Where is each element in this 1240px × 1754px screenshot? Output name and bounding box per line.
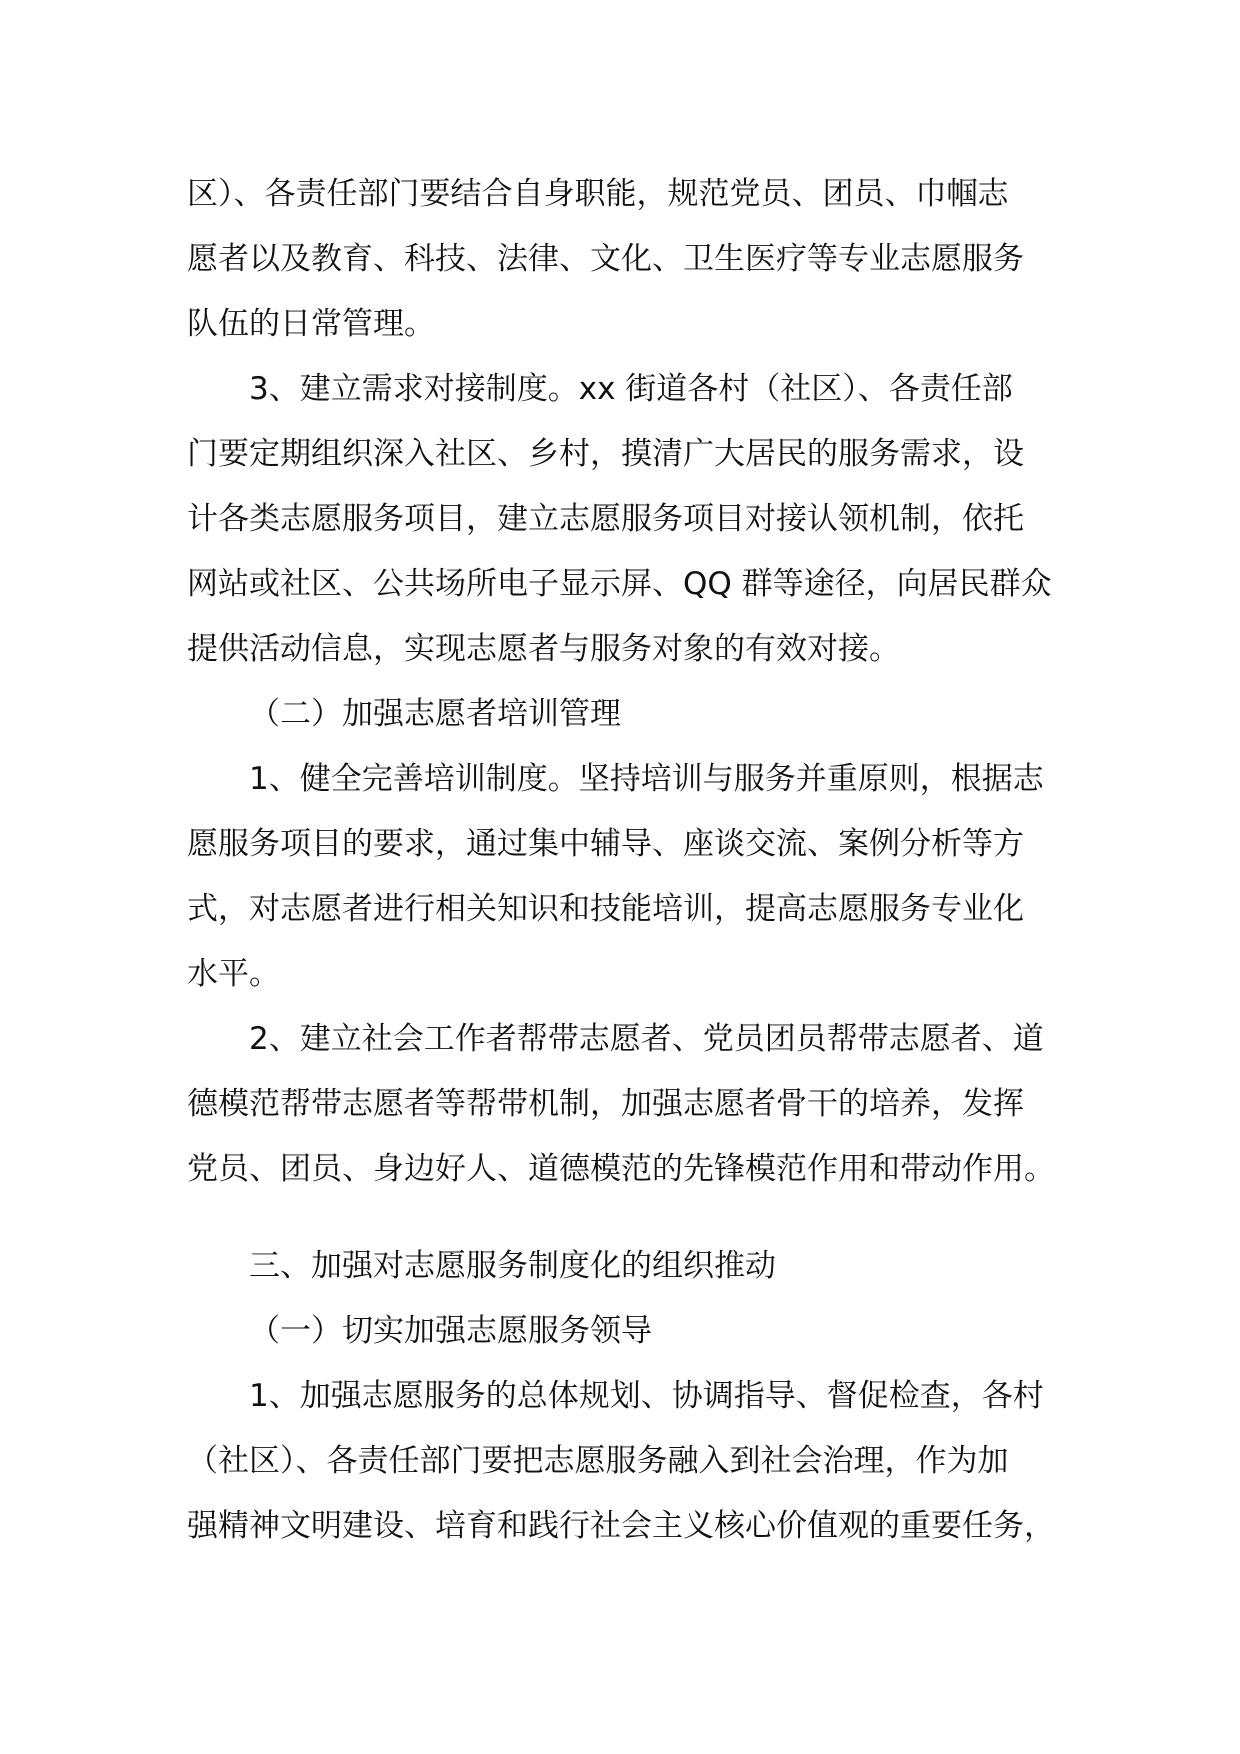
text-line: 队伍的日常管理。 (187, 306, 435, 342)
subheading: （二）加强志愿者培训管理 (249, 696, 621, 732)
text-line: 强精神文明建设、培育和践行社会主义核心价值观的重要任务， (187, 1508, 1055, 1544)
text-line: 愿者以及教育、科技、法律、文化、卫生医疗等专业志愿服务 (187, 241, 1024, 277)
text-line: （社区）、各责任部门要把志愿服务融入到社会治理，作为加 (187, 1443, 1009, 1479)
subheading: （一）切实加强志愿服务领导 (249, 1313, 652, 1349)
paragraph-start-line: 3、建立需求对接制度。xx 街道各村（社区）、各责任部 (249, 371, 1013, 407)
body-text (187, 162, 1057, 1559)
text-line: 网站或社区、公共场所电子显示屏、QQ 群等途径，向居民群众 (187, 566, 1052, 602)
text-line: 计各类志愿服务项目，建立志愿服务项目对接认领机制，依托 (187, 501, 1024, 537)
paragraph-start-line: 1、健全完善培训制度。坚持培训与服务并重原则，根据志 (249, 761, 1044, 797)
text-line: 式，对志愿者进行相关知识和技能培训，提高志愿服务专业化 (187, 891, 1024, 927)
text-line: 德模范帮带志愿者等帮带机制，加强志愿者骨干的培养，发挥 (187, 1086, 1024, 1122)
section-heading: 三、加强对志愿服务制度化的组织推动 (249, 1248, 776, 1284)
text-line: 区）、各责任部门要结合自身职能，规范党员、团员、巾帼志 (187, 176, 1009, 212)
text-line: 提供活动信息，实现志愿者与服务对象的有效对接。 (187, 631, 900, 667)
text-line: 党员、团员、身边好人、道德模范的先锋模范作用和带动作用。 (187, 1151, 1055, 1187)
text-line: 愿服务项目的要求，通过集中辅导、座谈交流、案例分析等方 (187, 826, 1024, 862)
text-line: 门要定期组织深入社区、乡村，摸清广大居民的服务需求，设 (187, 436, 1024, 472)
text-line: 水平。 (187, 956, 280, 992)
paragraph-start-line: 1、加强志愿服务的总体规划、协调指导、督促检查，各村 (249, 1378, 1044, 1414)
paragraph-start-line: 2、建立社会工作者帮带志愿者、党员团员帮带志愿者、道 (249, 1021, 1044, 1057)
